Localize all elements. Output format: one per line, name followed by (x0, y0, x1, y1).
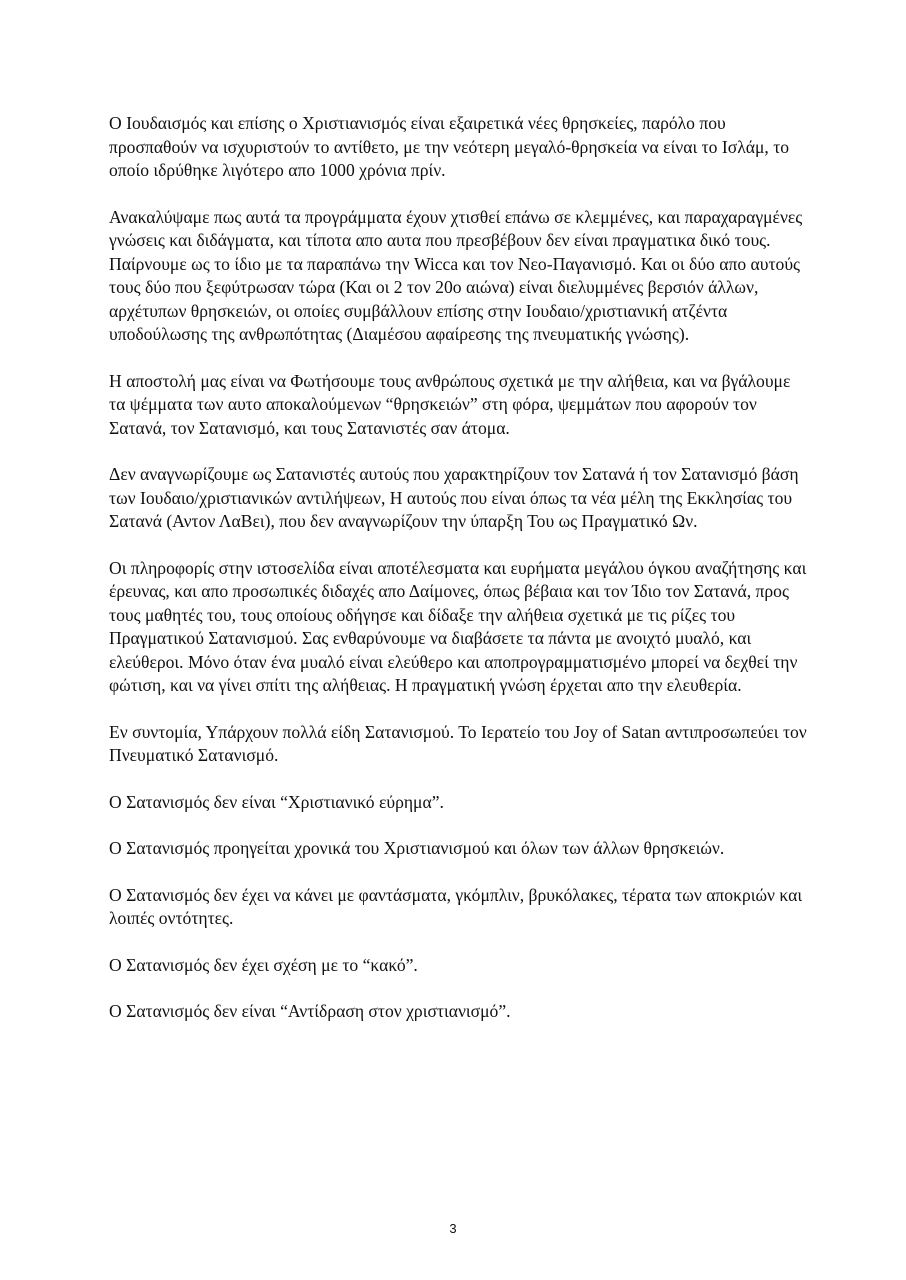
paragraph-information-sources: Οι πληροφορίς στην ιστοσελίδα είναι αποτέλεσματα και ευρήματα μεγάλου όγκου αναζήτησης και έρευνας, και απο προσωπικές διδαχές απο Δαίμονες, όπως βέβαια και τον Ίδιο τον Σατανά, προς τους μαθητές του, τους οποίους οδήγησε και δίδαξε την αλήθεια σχετικά με τις ρίζες του Πραγματικού Σατανισμού. Σας ενθαρύνουμε να διαβάσετε τα πάντα με ανοιχτό μυαλό, και ελεύθεροι. Μόνο όταν ένα μυαλό είναι ελεύθερο και αποπρογραμματισμένο μπορεί να δεχθεί την φώτιση, και να γίνει σπίτι της αλήθειας. Η πραγματική γνώση έρχεται απο την ελευθερία. (109, 557, 807, 695)
paragraph-not-about-ghosts: Ο Σατανισμός δεν έχει να κάνει με φαντάσματα, γκόμπλιν, βρυκόλακες, τέρατα των αποκριών και λοιπές οντότητες. (109, 884, 803, 928)
page-number: 3 (449, 1221, 457, 1236)
paragraph-judaism-christianity: Ο Ιουδαισμός και επίσης ο Χριστιανισμός είναι εξαιρετικά νέες θρησκείες, παρόλο που προσπαθούν να ισχυριστούν το αντίθετο, με την νεότερη μεγαλό-θρησκεία να είναι το Ισλάμ, το οποίο ιδρύθηκε λιγότερο απο 1000 χρόνια πρίν. (109, 113, 790, 180)
paragraph-spacer (109, 814, 809, 837)
paragraph-spacer (109, 183, 809, 206)
paragraph-spacer (109, 931, 809, 954)
paragraph-spacer (109, 440, 809, 463)
paragraph-spacer (109, 534, 809, 557)
paragraph-kinds-of-satanism: Εν συντομία, Υπάρχουν πολλά είδη Σατανισμού. Το Ιερατείο του Joy of Satan αντιπροσωπεύει τον Πνευματικό Σατανισμό. (109, 721, 807, 765)
paragraph-spacer (109, 768, 809, 791)
paragraph-spacer (109, 977, 809, 1000)
paragraph-spacer (109, 347, 809, 370)
paragraph-spacer (109, 698, 809, 721)
paragraph-not-christian-invention: Ο Σατανισμός δεν είναι “Χριστιανικό εύρημα”. (109, 791, 444, 812)
paragraph-predates-christianity: Ο Σατανισμός προηγείται χρονικά του Χριστιανισμού και όλων των άλλων θρησκειών. (109, 838, 725, 858)
document-body (109, 112, 809, 1024)
paragraph-recognition: Δεν αναγνωρίζουμε ως Σατανιστές αυτούς που χαρακτηρίζουν τον Σατανά ή τον Σατανισμό βάση των Ιουδαιο/χριστιανικών αντιλήψεων, Η αυτούς που είναι όπως τα νέα μέλη της Εκκλησίας του Σατανά (Αντον ΛαΒει), που δεν αναγνωρίζουν την ύπαρξη Του ως Πραγματικό Ων. (109, 464, 799, 531)
paragraph-not-reaction: Ο Σατανισμός δεν είναι “Αντίδραση στον χριστιανισμό”. (109, 1001, 511, 1021)
paragraph-stolen-knowledge: Ανακαλύψαμε πως αυτά τα προγράμματα έχουν χτισθεί επάνω σε κλεμμένες, και παραχαραγμένες γνώσεις και διδάγματα, και τίποτα απο αυτα που πρεσβέβουν δεν είναι πραγματικα δικό τους. (109, 206, 803, 250)
paragraph-wicca-neopaganism: Παίρνουμε ως το ίδιο με τα παραπάνω την Wicca και τον Νεο-Παγανισμό. Και οι δύο απο αυτούς τους δύο που ξεφύτρωσαν τώρα (Και οι 2 τον 20ο αιώνα) είναι διελυμμένες βερσιόν άλλων, αρχέτυπων θρησκειών, οι οποίες συμβάλλουν επίσης στην Ιουδαιο/χριστιανική ατζέντα υποδούλωσης της ανθρωπότητας (Διαμέσου αφαίρεσης της πνευματικής γνώσης). (109, 253, 801, 344)
paragraph-not-evil: Ο Σατανισμός δεν έχει σχέση με το “κακό”. (109, 954, 418, 975)
paragraph-spacer (109, 861, 809, 884)
paragraph-mission: Η αποστολή μας είναι να Φωτήσουμε τους ανθρώπους σχετικά με την αλήθεια, και να βγάλουμε τα ψέμματα των αυτο αποκαλούμενων “θρησκειών” στη φόρα, ψεμμάτων που αφορούν τον Σατανά, τον Σατανισμό, και τους Σατανιστές σαν άτομα. (109, 370, 791, 438)
